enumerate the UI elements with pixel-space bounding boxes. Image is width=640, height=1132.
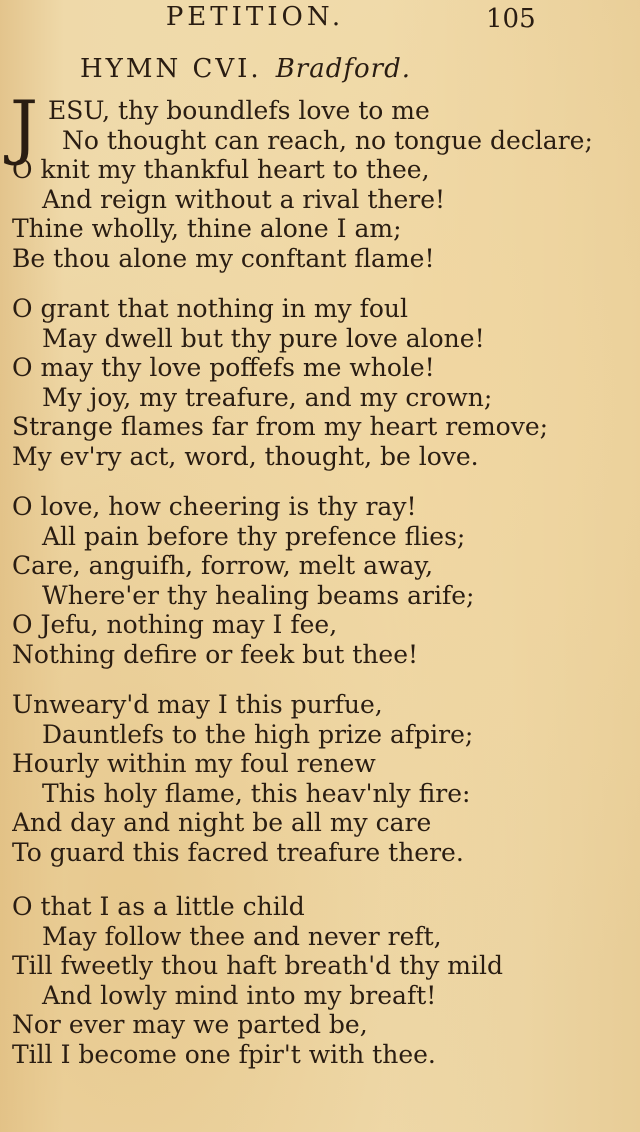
verse-line: O may thy love poffefs me whole! [12,353,435,382]
verse-line: Nor ever may we parted be, [12,1010,368,1039]
stanza-4 [12,690,627,867]
verse-line: May follow thee and never reft, [42,921,442,951]
page-number: 105 [486,4,536,34]
verse-line: Unweary'd may I this purfue, [12,690,383,719]
verse-line: Thine wholly, thine alone I am; [12,214,402,243]
verse-line: Care, anguifh, forrow, melt away, [12,551,434,580]
hymn-title [80,54,560,84]
verse-line: No thought can reach, no tongue declare; [62,125,593,155]
stanza-1 [12,96,627,273]
verse-line: My ev'ry act, word, thought, be love. [12,441,479,471]
verse-line: To guard this facred treafure there. [12,837,464,867]
verse-line: My joy, my treafure, and my crown; [42,382,493,412]
hymn-number: HYMN CVI. [80,54,262,84]
verse-line: Strange flames far from my heart remove; [12,412,549,441]
verse-line: Till fweetly thou haft breath'd thy mild [12,951,504,980]
verse-line: And day and night be all my care [12,808,432,837]
verse-line: O that I as a little child [12,892,305,921]
verse-line: O love, how cheering is thy ray! [12,492,417,521]
verse-line: O grant that nothing in my foul [12,294,409,323]
verse-line: Be thou alone my conftant flame! [12,243,435,273]
verse-line: O Jefu, nothing may I fee, [12,610,338,639]
verse-line: ESU, thy boundlefs love to me [48,96,430,125]
running-head: PETITION. [165,2,345,32]
verse-line: And reign without a rival there! [42,184,446,214]
verse-line: Till I become one fpir't with thee. [12,1039,436,1069]
verse-line: Hourly within my foul renew [12,749,376,778]
verse-line: Where'er thy healing beams arife; [42,580,475,610]
verse-line: Dauntlefs to the high prize afpire; [42,719,474,749]
stanza-5 [12,892,627,1069]
verse-line: O knit my thankful heart to thee, [12,155,430,184]
verse-line: And lowly mind into my breaft! [42,980,437,1010]
verse-line: Nothing defire or feek but thee! [12,639,419,669]
hymn-author: Bradford. [275,54,411,84]
verse-line: May dwell but thy pure love alone! [42,323,485,353]
stanza-2 [12,294,627,471]
stanza-3 [12,492,627,669]
verse-line: This holy flame, this heav'nly fire: [42,778,471,808]
drop-cap: J [10,86,39,168]
verse-line: All pain before thy prefence flies; [42,521,466,551]
